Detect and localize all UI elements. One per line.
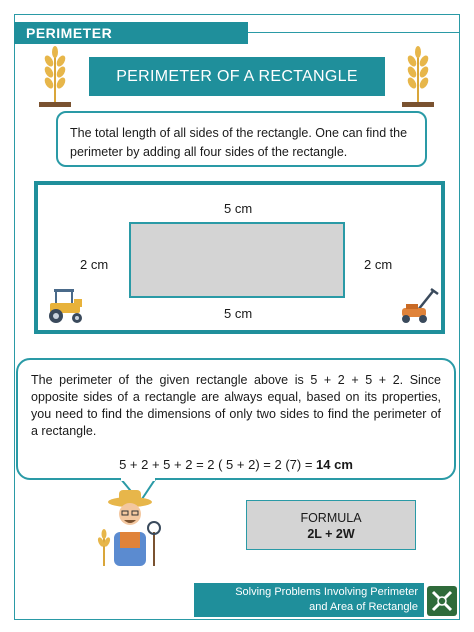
tractor-icon [44, 285, 88, 325]
header-label: PERIMETER [14, 22, 248, 44]
footer-line-2: and Area of Rectangle [309, 601, 418, 613]
equation-steps: 5 + 2 + 5 + 2 = 2 ( 5 + 2) = 2 (7) = [119, 457, 317, 472]
wheat-icon [37, 44, 73, 110]
equation-result: 14 cm [316, 457, 353, 472]
intro-definition: The total length of all sides of the rectangle. One can find the perimeter by adding all four sides of the rectangle. [56, 111, 427, 167]
bottom-side-label: 5 cm [224, 306, 253, 321]
header-rule [248, 32, 460, 33]
explanation-paragraph: The perimeter of the given rectangle above is 5 + 2 + 5 + 2. Since opposite sides of a rectangle are always equal, based on its properties, you need to find the dimensions of only two sides to find the perimeter of a rectangle. [31, 373, 441, 438]
explanation-bubble [16, 358, 456, 480]
page-title: PERIMETER OF A RECTANGLE [89, 57, 385, 96]
formula-heading: FORMULA [300, 511, 362, 525]
formula-expression: 2L + 2W [307, 527, 355, 541]
farmer-icon [94, 488, 166, 568]
lawn-mower-icon [396, 286, 440, 326]
rectangle-shape [129, 222, 345, 298]
formula-box [246, 500, 416, 550]
footer-line-1: Solving Problems Involving Perimeter [235, 586, 418, 598]
top-side-label: 5 cm [224, 201, 253, 216]
perimeter-equation [18, 456, 454, 473]
wheat-icon [400, 44, 436, 110]
left-side-label: 2 cm [80, 257, 109, 272]
right-side-label: 2 cm [364, 257, 393, 272]
logo-icon [427, 586, 457, 616]
footer-title [194, 583, 424, 617]
